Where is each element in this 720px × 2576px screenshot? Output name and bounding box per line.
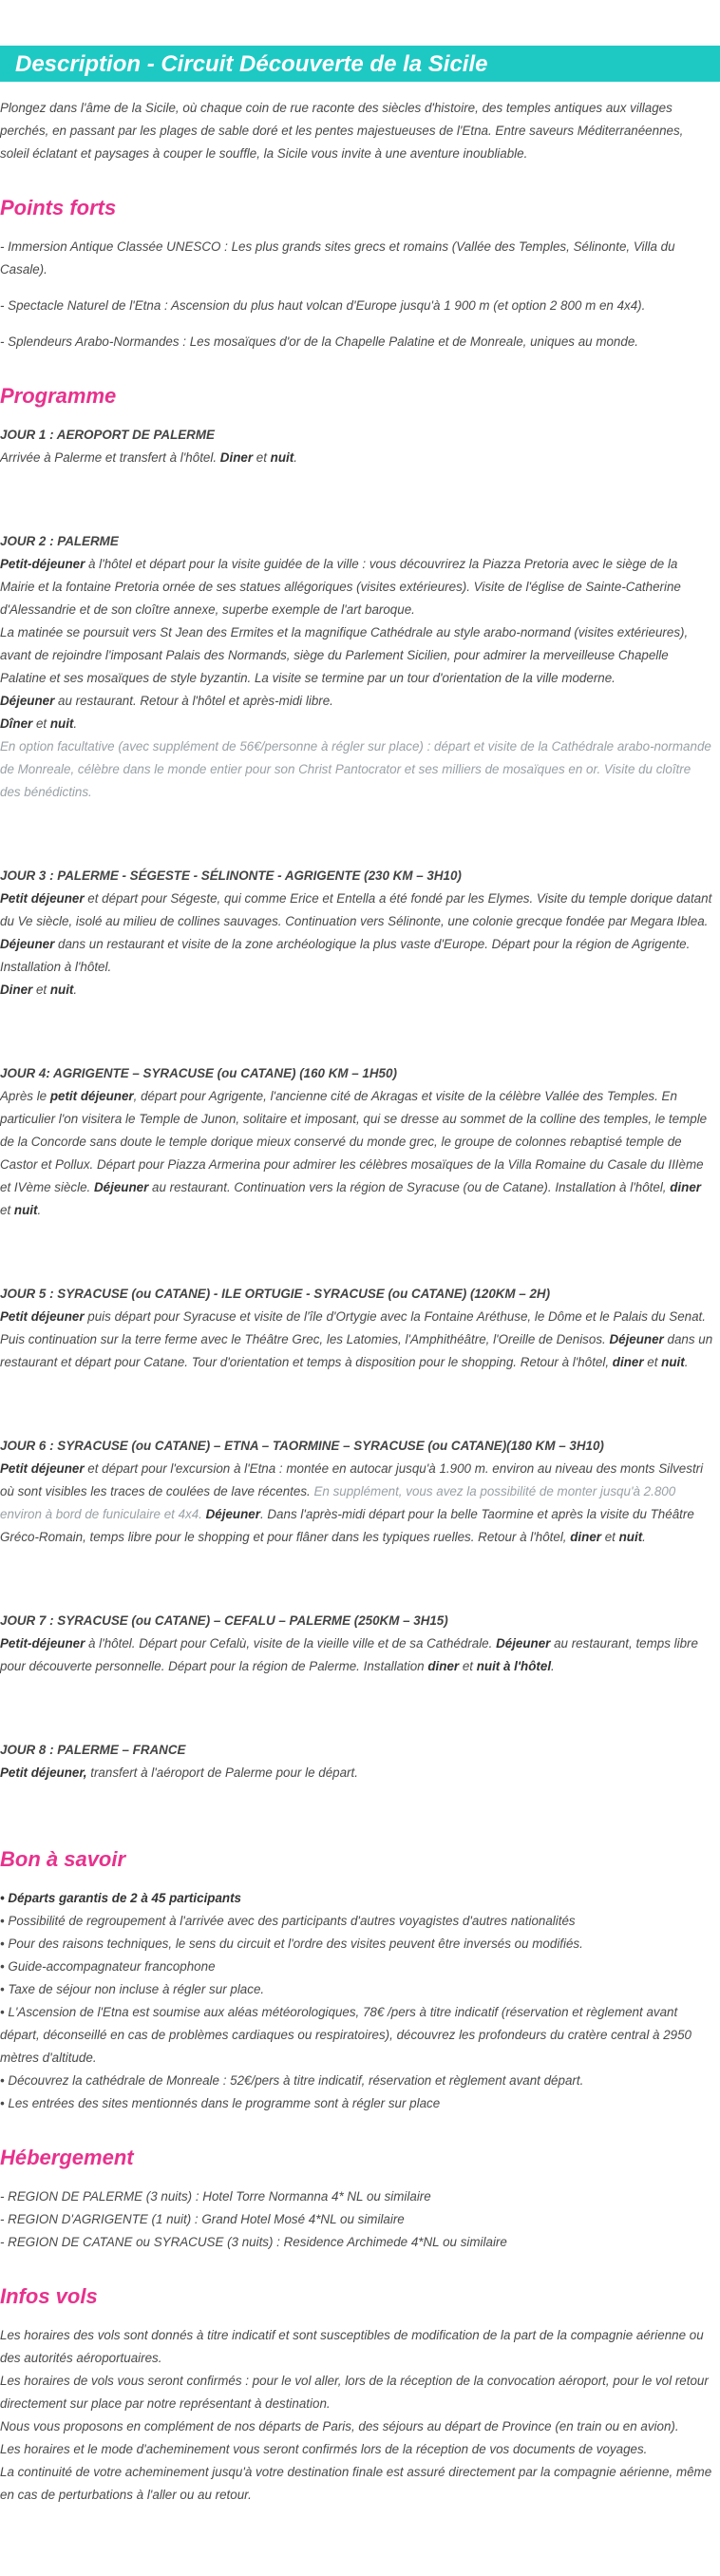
day-6-text: . Dans l'après-midi départ pour la belle Taormine et après la visite du Théâtre Gréco-Romain, temps libre pour le shopping et pour flâner dans les typiques ruelles. Retour à l'hôtel, <box>0 1507 694 1544</box>
points-forts-item: - Splendeurs Arabo-Normandes : Les mosaïques d'or de la Chapelle Palatine et de Monreale, uniques au monde. <box>0 334 638 349</box>
infos-vols-heading: Infos vols <box>0 2284 98 2308</box>
day-8-bold: Petit déjeuner, <box>0 1765 87 1780</box>
day-1-bold: Diner <box>219 450 254 465</box>
hebergement-heading: Hébergement <box>0 2146 134 2169</box>
day-2-text: . <box>73 716 78 731</box>
points-forts-heading: Points forts <box>0 196 117 219</box>
bon-a-savoir-item: • Guide-accompagnateur francophone <box>0 1959 216 1974</box>
day-4-bold: Déjeuner <box>94 1180 149 1194</box>
bon-a-savoir-list <box>0 1887 714 2115</box>
intro-paragraph: Plongez dans l'âme de la Sicile, où chaque coin de rue raconte des siècles d'histoire, des temples antiques aux villages perchés, en passant par les plages de sable doré et les pentes majestueuses de l'Etna. Entre saveurs Méditerranéennes, soleil éclatant et paysages à couper le souffle, la Sicile vous invite à une aventure inoubliable. <box>0 101 684 161</box>
day-5-bold: diner <box>612 1355 644 1369</box>
bon-a-savoir-item: • Possibilité de regroupement à l'arrivée avec des participants d'autres voyagistes d'autres nationalités <box>0 1914 576 1928</box>
day-2-text: La matinée se poursuit vers St Jean des Ermites et la magnifique Cathédrale au style arabo-normand (visites extérieures), avant de rejoindre l'imposant Palais des Normands, siège du Parlement Sicilien, pour admirer la merveilleuse Chapelle Palatine et ses mosaïques de style byzantin. La visite se termine par un tour d'orientation de la ville moderne. <box>0 625 689 685</box>
day-1-text: et <box>253 450 271 465</box>
day-8-title: JOUR 8 : PALERME – FRANCE <box>0 1743 186 1757</box>
bon-a-savoir-item: • Départs garantis de 2 à 45 participants <box>0 1891 241 1905</box>
day-1-title: JOUR 1 : AEROPORT DE PALERME <box>0 428 215 442</box>
day-7-bold: diner <box>427 1659 460 1673</box>
day-3-text: . <box>73 983 78 997</box>
day-6-text: et <box>601 1530 619 1544</box>
day-5-bold: Petit déjeuner <box>0 1309 85 1324</box>
infos-vols-item: La continuité de votre acheminement jusqu'à votre destination finale est assuré directement par la compagnie aérienne, même en cas de perturbations à l'aller ou au retour. <box>0 2465 712 2502</box>
day-5-bold: Déjeuner <box>609 1332 664 1346</box>
day-2-bold: Déjeuner <box>0 694 55 708</box>
day-3-bold: Déjeuner <box>0 937 55 951</box>
day-4 <box>0 1062 714 1222</box>
day-4-title: JOUR 4: AGRIGENTE – SYRACUSE (ou CATANE) (160 KM – 1H50) <box>0 1066 397 1080</box>
bon-a-savoir-heading: Bon à savoir <box>0 1847 126 1871</box>
day-2-option: En option facultative (avec supplément de 56€/personne à régler sur place) : départ et visite de la Cathédrale arabo-normande de Monreale, célèbre dans le monde entier pour son Christ Pantocrator et ses milliers de mosaïques en or. Visite du cloître des bénédictins. <box>0 739 711 799</box>
day-2-bold: Petit-déjeuner <box>0 557 85 571</box>
day-5-text: puis départ pour Syracuse et visite de l'île d'Ortygie avec la Fontaine Aréthuse, le Dôme et le Palais du Senat. Puis continuation sur la terre ferme avec le Théâtre Grec, les Latomies, l'Amphithéâtre, l'Oreille de Denisos. <box>0 1309 706 1346</box>
day-1-text: Arrivée à Palerme et transfert à l'hôtel. <box>0 450 220 465</box>
day-6-bold: nuit <box>618 1530 643 1544</box>
day-4-text: Après le <box>0 1089 50 1103</box>
hebergement-item: - REGION DE CATANE ou SYRACUSE (3 nuits) : Residence Archimede 4*NL ou similaire <box>0 2235 507 2249</box>
bon-a-savoir-item: • Les entrées des sites mentionnés dans le programme sont à régler sur place <box>0 2096 441 2110</box>
infos-vols-item: Les horaires de vols vous seront confirmés : pour le vol aller, lors de la réception de la convocation aéroport, pour le vol retour directement sur place par notre représentant à destination. <box>0 2374 709 2411</box>
day-3-text: et <box>32 983 50 997</box>
day-2 <box>0 530 714 804</box>
day-6-text: et départ pour l'excursion à l'Etna : montée en autocar jusqu'à 1.900 m. environ au niveau des monts Silvestri où sont visibles les traces de coulées de lave récentes. <box>0 1461 704 1498</box>
bon-a-savoir-item: • Pour des raisons techniques, le sens du circuit et l'ordre des visites peuvent être inversés ou modifiés. <box>0 1937 583 1951</box>
day-8-text: transfert à l'aéroport de Palerme pour le départ. <box>86 1765 358 1780</box>
day-6-bold: Petit déjeuner <box>0 1461 85 1476</box>
day-7-text: . <box>551 1659 555 1673</box>
day-5-title: JOUR 5 : SYRACUSE (ou CATANE) - ILE ORTUGIE - SYRACUSE (ou CATANE) (120KM – 2H) <box>0 1287 551 1301</box>
bon-a-savoir-item: • Découvrez la cathédrale de Monreale : 52€/pers à titre indicatif, réservation et règlement avant départ. <box>0 2073 584 2088</box>
day-4-bold: diner <box>670 1180 701 1194</box>
day-4-text: au restaurant. Continuation vers la région de Syracuse (ou de Catane). Installation à l'hôtel, <box>148 1180 671 1194</box>
day-6-bold: diner <box>570 1530 601 1544</box>
infos-vols-item: Nous vous proposons en complément de nos départs de Paris, des séjours au départ de Province (en train ou en avion). <box>0 2419 679 2433</box>
day-2-bold: Dîner <box>0 716 33 731</box>
day-7-text: au restaurant, temps libre pour découverte personnelle. Départ pour la région de Palerme. Installation <box>0 1636 698 1673</box>
hebergement-list <box>0 2185 714 2254</box>
day-1 <box>0 424 714 469</box>
day-2-bold: nuit <box>49 716 74 731</box>
day-6-title: JOUR 6 : SYRACUSE (ou CATANE) – ETNA – TAORMINE – SYRACUSE (ou CATANE)(180 KM – 3H10) <box>0 1439 604 1453</box>
day-3 <box>0 865 714 1002</box>
day-3-bold: Diner <box>0 983 33 997</box>
day-4-bold: petit déjeuner <box>49 1089 134 1103</box>
bon-a-savoir-item: • Taxe de séjour non incluse à régler sur place. <box>0 1982 265 1996</box>
day-4-bold: nuit <box>13 1203 38 1217</box>
day-7-title: JOUR 7 : SYRACUSE (ou CATANE) – CEFALU – PALERME (250KM – 3H15) <box>0 1613 448 1628</box>
day-3-text: dans un restaurant et visite de la zone archéologique la plus vaste d'Europe. Départ pour la région de Agrigente. Installation à l'hôtel. <box>0 937 691 974</box>
day-5-text: et <box>643 1355 662 1369</box>
day-4-text: . <box>37 1203 42 1217</box>
day-7-bold: Déjeuner <box>496 1636 551 1651</box>
day-2-text: et <box>32 716 50 731</box>
day-4-text: et <box>0 1203 14 1217</box>
day-8 <box>0 1739 714 1784</box>
day-3-title: JOUR 3 : PALERME - SÉGESTE - SÉLINONTE - AGRIGENTE (230 KM – 3H10) <box>0 868 462 883</box>
day-7-bold: Petit-déjeuner <box>0 1636 85 1651</box>
day-5-bold: nuit <box>661 1355 685 1369</box>
day-2-text: à l'hôtel et départ pour la visite guidée de la ville : vous découvrirez la Piazza Pretoria avec le siège de la Mairie et la fontaine Pretoria ornée de ses statues allégoriques (visites extérieures). Visite de l'église de Sainte-Catherine d'Alessandrie et de son cloître annexe, superbe exemple de l'art baroque. <box>0 557 681 617</box>
day-6 <box>0 1435 714 1549</box>
day-7-bold: nuit à l'hôtel <box>476 1659 552 1673</box>
points-forts-item: - Spectacle Naturel de l'Etna : Ascension du plus haut volcan d'Europe jusqu'à 1 900 m (et option 2 800 m en 4x4). <box>0 298 646 313</box>
day-5-text: dans un restaurant et départ pour Catane. Tour d'orientation et temps à disposition pour le shopping. Retour à l'hôtel, <box>0 1332 713 1369</box>
hebergement-item: - REGION D'AGRIGENTE (1 nuit) : Grand Hotel Mosé 4*NL ou similaire <box>0 2212 405 2226</box>
programme-heading: Programme <box>0 384 117 408</box>
day-2-title: JOUR 2 : PALERME <box>0 534 119 548</box>
day-6-bold: Déjeuner <box>205 1507 260 1521</box>
day-1-bold: nuit <box>270 450 294 465</box>
day-4-text: , départ pour Agrigente, l'ancienne cité de Akragas et visite de la célèbre Vallée des Temples. En particulier l'on visitera le Temple de Junon, solitaire et imposant, qui se dresse au sommet de la colline des temples, le temple de la Concorde sans doute le temple dorique mieux conservé du monde grec, le groupe de colonnes rebaptisé temple de Castor et Pollux. Départ pour Piazza Armerina pour admirer les célèbres mosaïques de la Villa Romaine du Casale du IIIème et IVème siècle. <box>0 1089 708 1194</box>
day-5-text: . <box>684 1355 689 1369</box>
day-3-text: et départ pour Ségeste, qui comme Erice et Entella a été fondé par les Elymes. Visite du temple dorique datant du Ve siècle, isolé au milieu de collines sauvages. Continuation vers Sélinonte, une colonie grecque fondée par Megara Iblea. <box>0 891 712 928</box>
day-1-text: . <box>294 450 297 465</box>
infos-vols-list <box>0 2324 714 2507</box>
infos-vols-item: Les horaires des vols sont donnés à titre indicatif et sont susceptibles de modification de la part de la compagnie aérienne ou des autorités aéroportuaires. <box>0 2328 704 2365</box>
points-forts-item: - Immersion Antique Classée UNESCO : Les plus grands sites grecs et romains (Vallée des Temples, Sélinonte, Villa du Casale). <box>0 239 675 277</box>
day-3-bold: Petit déjeuner <box>0 891 85 906</box>
day-6-text: . <box>642 1530 646 1544</box>
main-content <box>0 97 714 2507</box>
day-7-text: à l'hôtel. Départ pour Cefalù, visite de la vieille ville et de sa Cathédrale. <box>85 1636 497 1651</box>
infos-vols-item: Les horaires et le mode d'acheminement vous seront confirmés lors de la réception de vos documents de voyages. <box>0 2442 648 2456</box>
page-title: Description - Circuit Découverte de la Sicile <box>15 51 488 77</box>
title-banner <box>0 46 720 82</box>
day-6-option: En supplément, vous avez la possibilité de monter jusqu'à 2.800 environ à bord de funiculaire et 4x4. <box>0 1484 676 1521</box>
day-7 <box>0 1610 714 1678</box>
bon-a-savoir-item: • L'Ascension de l'Etna est soumise aux aléas météorologiques, 78€ /pers à titre indicatif (réservation et règlement avant départ, déconseillé en cas de problèmes cardiaques ou respiratoires), découvrez les profondeurs du cratère central à 2950 mètres d'altitude. <box>0 2005 692 2065</box>
day-7-text: et <box>459 1659 477 1673</box>
day-3-bold: nuit <box>49 983 74 997</box>
day-2-text: au restaurant. Retour à l'hôtel et après-midi libre. <box>54 694 333 708</box>
hebergement-item: - REGION DE PALERME (3 nuits) : Hotel Torre Normanna 4* NL ou similaire <box>0 2189 431 2204</box>
day-5 <box>0 1283 714 1374</box>
